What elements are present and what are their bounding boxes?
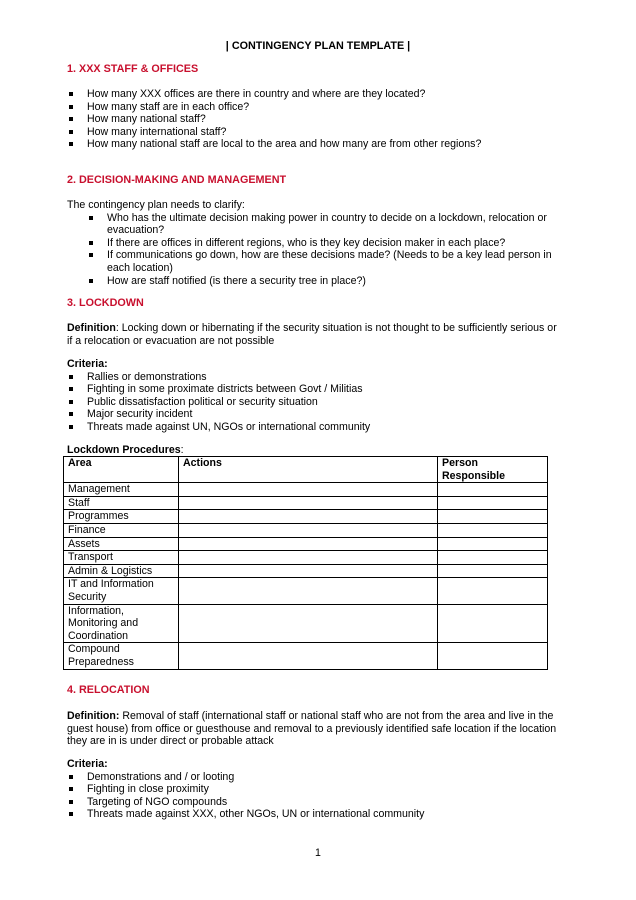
table-row: [64, 510, 548, 524]
list-item: If there are offices in different regions, who is they key decision maker in each place?: [87, 237, 557, 250]
list-item: Fighting in close proximity: [67, 783, 557, 796]
actions-cell[interactable]: [179, 643, 438, 669]
actions-cell[interactable]: [179, 578, 438, 604]
list-item: Who has the ultimate decision making power in country to decide on a lockdown, relocation or evacuation?: [87, 212, 557, 237]
procedures-colon: :: [180, 444, 184, 456]
area-cell: Finance: [64, 523, 179, 537]
lockdown-definition: [67, 322, 557, 347]
actions-cell[interactable]: [179, 510, 438, 524]
area-cell: Staff: [64, 496, 179, 510]
section-1-body: [67, 88, 557, 151]
list-item: Threats made against XXX, other NGOs, UN or international community: [67, 808, 557, 821]
list-item: Public dissatisfaction political or security situation: [67, 396, 557, 409]
section-2-heading: 2. DECISION-MAKING AND MANAGEMENT: [67, 174, 287, 186]
relocation-definition: [67, 710, 557, 748]
actions-cell[interactable]: [179, 564, 438, 578]
definition-text: Removal of staff (international staff or national staff who are not from the area and live in the guest house) from office or guesthouse and removal to a previously identified safe location if the location they are in is under direct or probable attack: [67, 710, 557, 748]
list-item: Targeting of NGO compounds: [67, 796, 557, 809]
lockdown-criteria: [67, 358, 557, 434]
table-row: [64, 578, 548, 604]
list-item: How many national staff are local to the area and how many are from other regions?: [67, 138, 557, 151]
area-cell: Information, Monitoring and Coordination: [64, 604, 179, 643]
area-cell: Transport: [64, 551, 179, 565]
section-4-heading: 4. RELOCATION: [67, 684, 150, 696]
person-cell[interactable]: [438, 564, 548, 578]
area-cell: Compound Preparedness: [64, 643, 179, 669]
section-2-intro: The contingency plan needs to clarify:: [67, 199, 245, 211]
person-cell[interactable]: [438, 537, 548, 551]
actions-cell[interactable]: [179, 496, 438, 510]
table-row: [64, 643, 548, 669]
list-item: Major security incident: [67, 408, 557, 421]
document-title: | CONTINGENCY PLAN TEMPLATE |: [225, 40, 411, 52]
list-item: How many XXX offices are there in country and where are they located?: [67, 88, 557, 101]
actions-cell[interactable]: [179, 604, 438, 643]
column-header-person-responsible: Person Responsible: [438, 457, 548, 483]
list-item: How many international staff?: [67, 126, 557, 139]
actions-cell[interactable]: [179, 537, 438, 551]
criteria-label: Criteria:: [67, 358, 108, 370]
staff-offices-list: [67, 88, 557, 151]
table-row: [64, 604, 548, 643]
decision-making-list: [67, 212, 557, 288]
table-row: [64, 483, 548, 497]
list-item: Rallies or demonstrations: [67, 371, 557, 384]
area-cell: Programmes: [64, 510, 179, 524]
relocation-criteria: [67, 758, 557, 821]
lockdown-procedures-table: [63, 456, 548, 670]
person-cell[interactable]: [438, 643, 548, 669]
actions-cell[interactable]: [179, 551, 438, 565]
area-cell: IT and Information Security: [64, 578, 179, 604]
actions-cell[interactable]: [179, 523, 438, 537]
list-item: Demonstrations and / or looting: [67, 771, 557, 784]
column-header-actions: Actions: [179, 457, 438, 483]
person-cell[interactable]: [438, 483, 548, 497]
actions-cell[interactable]: [179, 483, 438, 497]
definition-label: Definition: [67, 322, 116, 334]
table-row: [64, 564, 548, 578]
list-item: Threats made against UN, NGOs or international community: [67, 421, 557, 434]
person-cell[interactable]: [438, 578, 548, 604]
lockdown-procedures-label: [67, 444, 557, 457]
definition-label: Definition:: [67, 710, 120, 722]
person-cell[interactable]: [438, 496, 548, 510]
definition-text: : Locking down or hibernating if the security situation is not thought to be sufficiently serious or if a relocation or evacuation are not possible: [67, 322, 557, 347]
area-cell: Assets: [64, 537, 179, 551]
person-cell[interactable]: [438, 510, 548, 524]
list-item: How are staff notified (is there a security tree in place?): [87, 275, 557, 288]
person-cell[interactable]: [438, 604, 548, 643]
list-item: How many national staff?: [67, 113, 557, 126]
relocation-criteria-list: [67, 771, 557, 821]
criteria-label: Criteria:: [67, 758, 108, 770]
person-cell[interactable]: [438, 551, 548, 565]
table-row: [64, 551, 548, 565]
table-row: [64, 523, 548, 537]
list-item: How many staff are in each office?: [67, 101, 557, 114]
list-item: If communications go down, how are these decisions made? (Needs to be a key lead person in each location): [87, 249, 557, 274]
table-row: [64, 537, 548, 551]
list-item: Fighting in some proximate districts between Govt / Militias: [67, 383, 557, 396]
table-header-row: [64, 457, 548, 483]
table-row: [64, 496, 548, 510]
procedures-label: Lockdown Procedures: [67, 444, 181, 456]
area-cell: Management: [64, 483, 179, 497]
section-2-body: [67, 199, 557, 287]
section-3-heading: 3. LOCKDOWN: [67, 297, 144, 309]
lockdown-criteria-list: [67, 371, 557, 434]
section-1-heading: 1. XXX STAFF & OFFICES: [67, 63, 199, 75]
area-cell: Admin & Logistics: [64, 564, 179, 578]
page-number: 1: [315, 847, 321, 859]
person-cell[interactable]: [438, 523, 548, 537]
column-header-area: Area: [64, 457, 179, 483]
